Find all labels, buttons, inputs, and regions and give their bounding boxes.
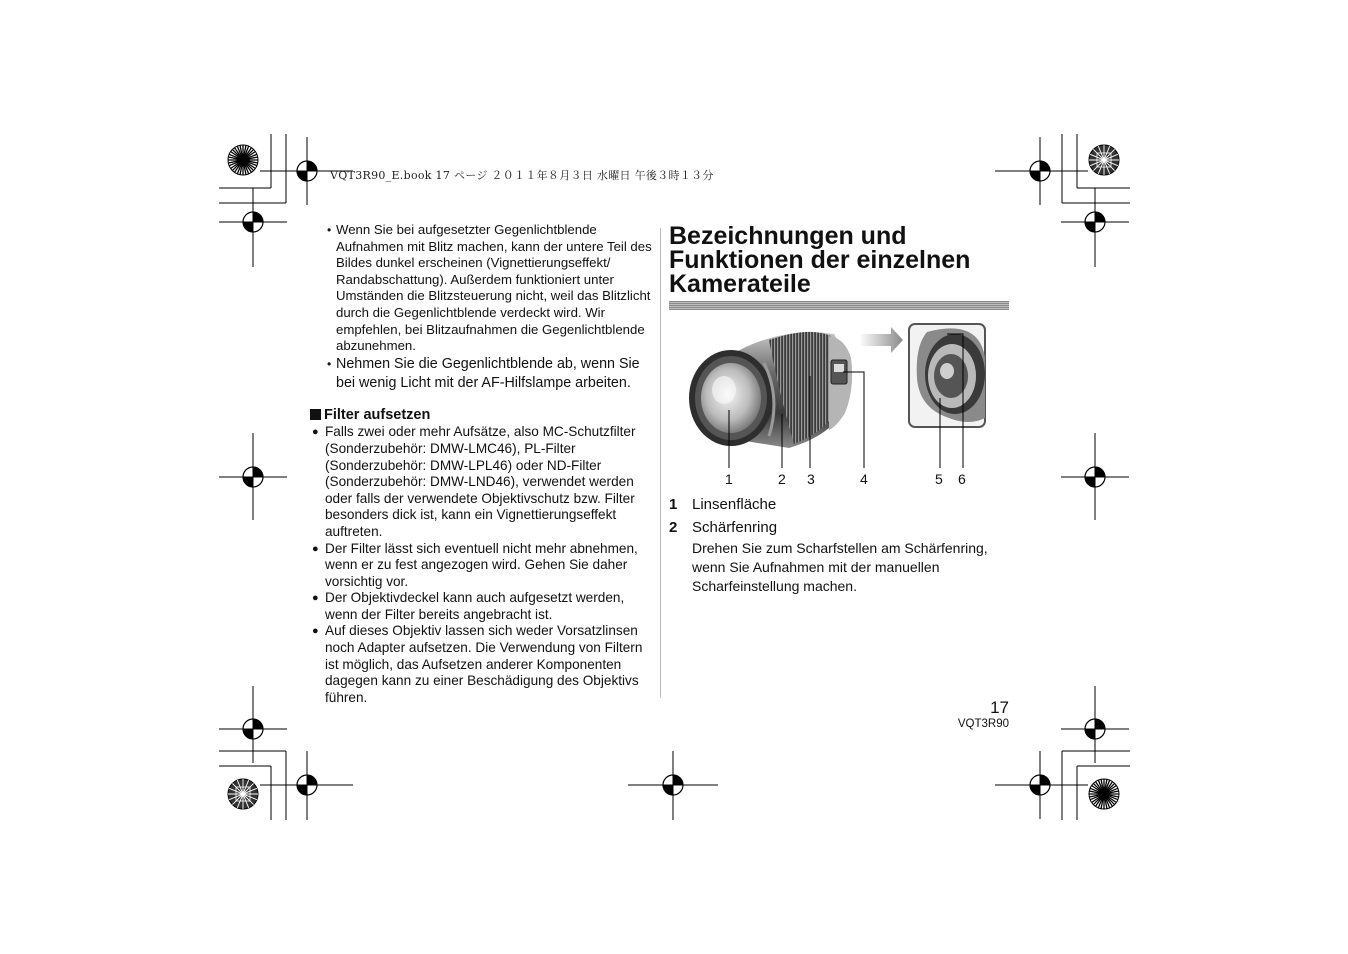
bullet-dot: ●: [312, 426, 319, 439]
document-code: VQT3R90: [957, 718, 1009, 730]
callout-label: 6: [958, 471, 966, 487]
callout-label: 1: [725, 471, 733, 487]
left-column: [310, 222, 655, 706]
part-name: Schärfenring: [692, 519, 778, 536]
callout-label: 3: [807, 471, 815, 487]
column-divider: [660, 228, 661, 698]
bullet-dot: ●: [312, 625, 319, 638]
bullet-dot: •: [327, 356, 332, 371]
print-header: VQT3R90_E.book 17 ページ ２０１１年８月３日 水曜日 午後３時１３分: [330, 169, 714, 182]
square-bullet-icon: [310, 409, 321, 420]
filter-heading: Filter aufsetzen: [310, 407, 655, 424]
bullet-dot: ●: [312, 592, 319, 605]
list-item: ● Falls zwei oder mehr Aufsätze, also MC-Schutzfilter (Sonderzubehör: DMW-LMC46), PL-Filter (Sonderzubehör: DMW-LPL46) oder ND-Filter (Sonderzubehör: DMW-LND46), verwendet werden oder falls der verwendete Objektivschutz bzw. Filter besonders dick ist, kann ein Vignettierungseffekt auftreten.: [312, 424, 636, 539]
list-item: 1 Linsenfläche: [669, 496, 777, 513]
title-underline-bar: [669, 301, 1009, 310]
list-item: [310, 355, 655, 393]
page-number: 17: [990, 698, 1009, 717]
list-item: ● Der Filter lässt sich eventuell nicht mehr abnehmen, wenn er zu fest angezogen wird. Gehen Sie daher vorsichtig vor.: [312, 540, 638, 589]
list-item: ● Der Objektivdeckel kann auch aufgesetzt werden, wenn der Filter bereits angebracht ist.: [312, 590, 625, 622]
part-description: Drehen Sie zum Scharfstellen am Schärfenring, wenn Sie Aufnahmen mit der manuellen Scharfeinstellung machen.: [692, 540, 988, 594]
list-item: ● Auf dieses Objektiv lassen sich weder Vorsatzlinsen noch Adapter aufsetzen. Die Verwendung von Filtern ist möglich, das Aufsetzen anderer Komponenten dagegen kann zu einer Beschädigung des Objektivs führen.: [312, 623, 643, 705]
parts-list: [669, 493, 1014, 596]
callout-label: 5: [935, 471, 943, 487]
af-lamp-note: Nehmen Sie die Gegenlichtblende ab, wenn Sie bei wenig Licht mit der AF-Hilfslampe arbeiten.: [336, 355, 640, 391]
callout-label: 2: [778, 471, 786, 487]
lens-illustration: [669, 318, 1014, 468]
list-item: [310, 222, 655, 355]
list-item: 2 Schärfenring: [669, 519, 778, 536]
bullet-dot: ●: [312, 542, 319, 555]
callout-label: 4: [860, 471, 868, 487]
flash-hood-note: Wenn Sie bei aufgesetzter Gegenlichtblende Aufnahmen mit Blitz machen, kann der untere Teil des Bildes dunkel erscheinen (Vignettierungseffekt/ Randabschattung). Außerdem funktioniert unter Umständen die Blitzsteuerung nicht, weil das Blitzlicht durch die Gegenlichtblende verdeckt wird. Wir empfehlen, bei Blitzaufnahmen die Gegenlichtblende abzunehmen.: [336, 222, 652, 354]
page-title: Bezeichnungen und Funktionen der einzelnen Kamerateile: [669, 222, 971, 298]
part-name: Linsenfläche: [692, 496, 777, 513]
bullet-dot: •: [327, 223, 332, 237]
